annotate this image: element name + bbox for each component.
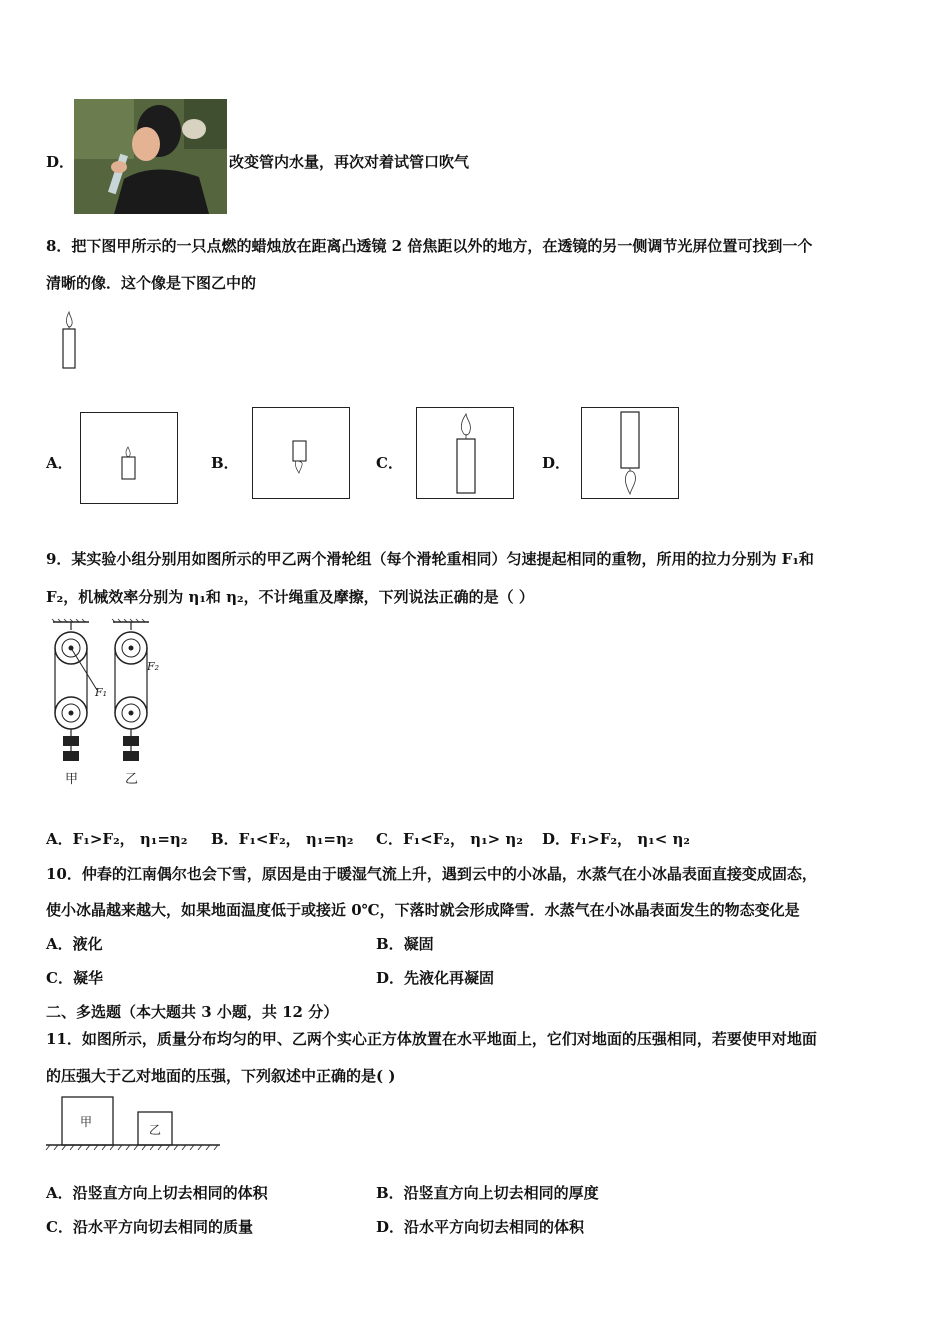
q8-option-d-label: D． [542,454,571,472]
q8-stem-line1: 8．把下图甲所示的一只点燃的蜡烛放在距离凸透镜 2 倍焦距以外的地方，在透镜的另一侧调节光屏位置可找到一个 [46,237,813,255]
q7-option-d-label: D． [46,153,75,171]
q8-option-a-image [80,412,178,504]
cube-jia-label: 甲 [80,1115,93,1129]
pulley-f1-label: F₁ [95,686,108,699]
q9-option-c: C．F₁<F₂， η₁> η₂ [376,830,523,848]
q8-option-a-label: A． [46,454,73,472]
q11-stem-line2: 的压强大于乙对地面的压强，下列叙述中正确的是( ) [46,1067,396,1085]
q7-option-d-text: 改变管内水量，再次对着试管口吹气 [229,153,470,171]
q10-option-b: B．凝固 [376,935,434,953]
q10-option-a: A．液化 [46,935,103,953]
cube-yi-label: 乙 [149,1123,162,1137]
q8-option-d-image [581,407,679,499]
pulley-f2-label: F₂ [147,660,160,673]
pulley-jia-label: 甲 [65,772,79,787]
q8-option-c-label: C． [376,454,403,472]
q9-option-d: D．F₁>F₂， η₁< η₂ [542,830,690,848]
q10-option-c: C．凝华 [46,969,103,987]
q10-stem-line2: 使小冰晶越来越大，如果地面温度低于或接近 0℃，下落时就会形成降雪．水蒸气在小冰晶表面发生的物态变化是 [46,901,800,919]
q11-option-a: A．沿竖直方向上切去相同的体积 [46,1184,268,1202]
q11-option-b: B．沿竖直方向上切去相同的厚度 [376,1184,599,1202]
girl-blowing-test-tube-photo [74,99,227,214]
q9-stem-line2: F₂，机械效率分别为 η₁和 η₂，不计绳重及摩擦，下列说法正确的是（ ） [46,588,534,606]
q9-option-a: A．F₁>F₂， η₁=η₂ [46,830,188,848]
q10-stem-line1: 10．仲春的江南偶尔也会下雪，原因是由于暖湿气流上升，遇到云中的小冰晶，水蒸气在小冰晶表面直接变成固态， [46,865,817,883]
q10-option-d: D．先液化再凝固 [376,969,495,987]
cubes-on-ground-figure [46,1096,226,1160]
q8-option-b-image [252,407,350,499]
candle-figure-jia [56,310,86,376]
q11-stem-line1: 11．如图所示，质量分布均匀的甲、乙两个实心正方体放置在水平地面上，它们对地面的压强相同，若要使甲对地面 [46,1030,817,1048]
q11-option-d: D．沿水平方向切去相同的体积 [376,1218,585,1236]
section-heading: 二、多选题（本大题共 3 小题，共 12 分） [46,1003,339,1021]
pulley-system-figure [45,618,175,797]
q9-option-b: B．F₁<F₂， η₁=η₂ [211,830,354,848]
q9-stem-line1: 9．某实验小组分别用如图所示的甲乙两个滑轮组（每个滑轮重相同）匀速提起相同的重物，所用的拉力分别为 F₁和 [46,550,814,568]
q8-option-b-label: B． [211,454,239,472]
q8-option-c-image [416,407,514,499]
pulley-yi-label: 乙 [125,772,139,787]
q8-stem-line2: 清晰的像．这个像是下图乙中的 [46,274,257,292]
q11-option-c: C．沿水平方向切去相同的质量 [46,1218,253,1236]
